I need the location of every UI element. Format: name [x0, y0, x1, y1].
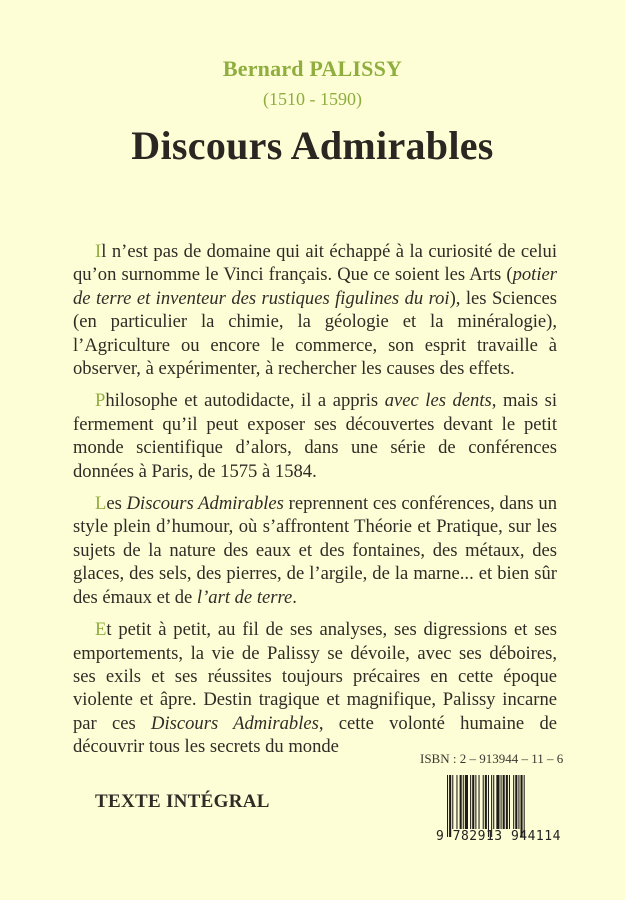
barcode-bar	[447, 775, 448, 837]
italic-text: avec les dents	[384, 390, 492, 412]
blurb-paragraph	[73, 389, 557, 483]
barcode-bar	[452, 775, 453, 829]
edition-label: TEXTE INTÉGRAL	[95, 791, 270, 812]
barcode-digits: 9 782913 944114	[436, 829, 561, 844]
barcode-bar	[491, 775, 492, 837]
initial-letter: E	[95, 619, 107, 641]
author-dates: (1510 - 1590)	[263, 89, 362, 109]
barcode-bar	[483, 775, 484, 829]
paragraph-text: hilosophe et autodidacte, il a appris	[105, 390, 385, 412]
blurb-paragraph	[73, 240, 557, 380]
paragraph-text: ), les Sciences (en particulier la chimie, la géologie et la minéralogie), l’Agriculture ou encore le commerce, son esprit travaille à observer, à expérimenter, à rechercher les causes des effets.	[73, 287, 557, 380]
barcode-bar	[503, 775, 505, 829]
paragraph-text: reprennent ces conférences, dans un style plein d’humour, où s’affrontent Théorie et Pratique, sur les sujets de la nature des eaux et des fontaines, des métaux, des glaces, des sels, des pierres, de l’argile, de la marne... et bien sûr des émaux et de	[73, 493, 557, 608]
barcode-bar	[463, 775, 464, 829]
italic-text: potier de terre et inventeur des rustiques figulines du roi	[73, 264, 557, 309]
barcode-bar	[506, 775, 508, 829]
italic-text: l’art de terre	[196, 586, 293, 608]
isbn-label: ISBN : 2 – 913944 – 11 – 6	[420, 751, 564, 766]
barcode-bar	[456, 775, 457, 829]
author-name: Bernard PALISSY	[222, 56, 403, 81]
blurb-paragraph	[73, 492, 557, 609]
barcode-bar	[488, 775, 489, 837]
barcode-bar	[501, 775, 502, 829]
barcode-bar	[472, 775, 474, 829]
initial-letter: L	[95, 493, 107, 515]
blurb-text	[73, 240, 557, 768]
blurb-paragraph	[73, 618, 557, 758]
paragraph-text: t petit à petit, au fil de ses analyses, ses digressions et ses emportements, la vie de Palissy se dévoile, avec ses déboires, ses exils et ses réussites toujours précaires en cette époque violente et âpre. Destin tragique et magnifique, Palissy incarne par ces	[73, 619, 557, 734]
paragraph-text: , cette volonté humaine de découvrir tous les secrets du monde	[73, 712, 557, 758]
paragraph-text: l n’est pas de domaine qui ait échappé à la curiosité de celui qu’on surnomme le Vinci français. Que ce soient les Arts (	[73, 241, 557, 286]
barcode-bar	[470, 775, 471, 829]
barcode-bar	[479, 775, 480, 829]
barcode-bar	[449, 775, 451, 837]
italic-text: Discours Admirables	[151, 712, 319, 734]
barcode-bar	[460, 775, 462, 829]
barcode-bar	[465, 775, 468, 829]
barcode-bar	[513, 775, 514, 829]
barcode-bar	[518, 775, 519, 829]
paragraph-text: es	[106, 493, 127, 515]
paragraph-text: .	[292, 586, 297, 608]
barcode-bar	[485, 775, 487, 829]
barcode-bar	[524, 775, 525, 837]
initial-letter: P	[95, 390, 106, 412]
italic-text: Discours Admirables	[126, 493, 284, 515]
barcode-bar	[493, 775, 494, 829]
barcode-bar	[509, 775, 510, 829]
book-title: Discours Admirables	[131, 123, 494, 168]
barcode-bar	[475, 775, 476, 829]
paragraph-text: , mais si fermement qu’il peut exposer ses découvertes devant le petit monde scientifique d’alors, dans une série de conférences données à Paris, de 1575 à 1584.	[73, 390, 558, 482]
barcode-bar	[521, 775, 523, 837]
initial-letter: I	[95, 241, 102, 262]
barcode-bar	[515, 775, 517, 829]
barcode-bar	[496, 775, 499, 829]
